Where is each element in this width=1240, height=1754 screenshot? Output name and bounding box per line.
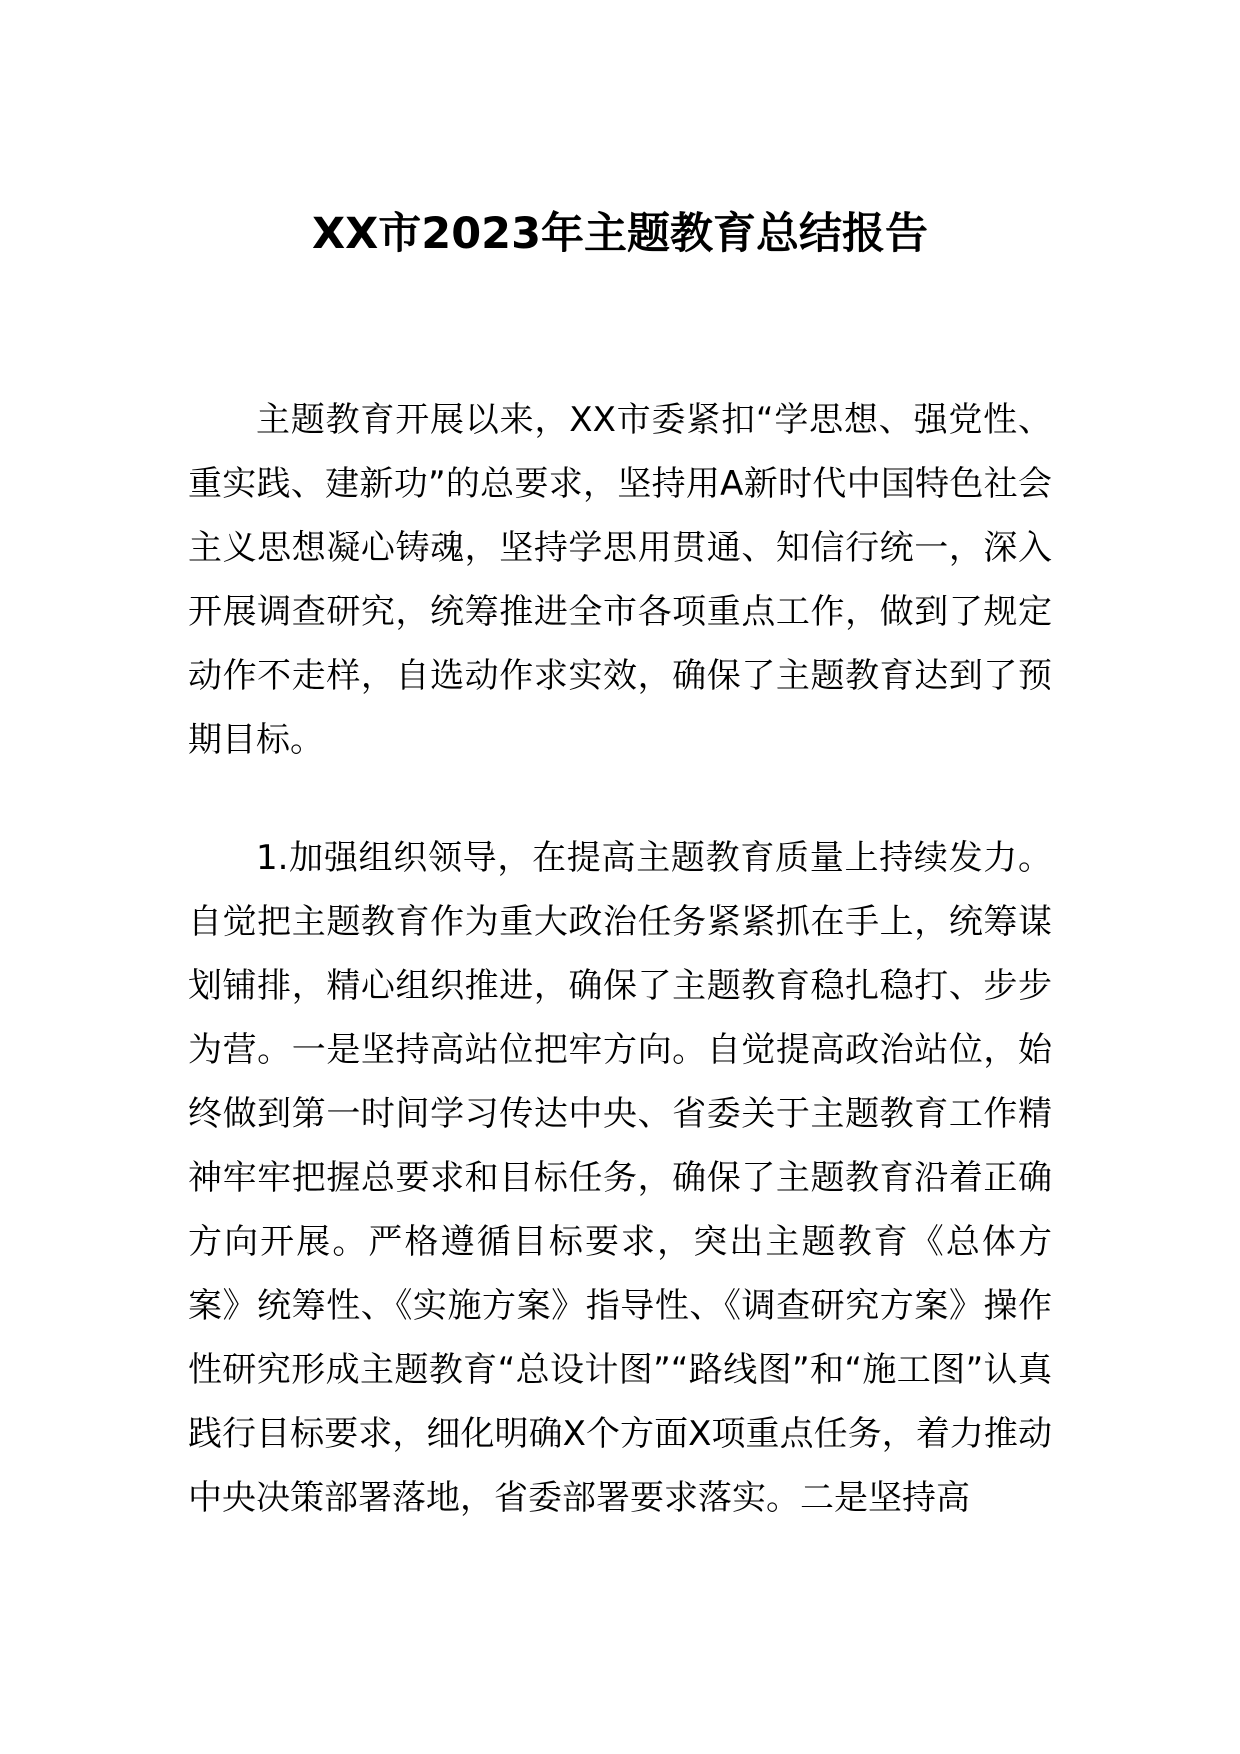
document-title: XX市2023年主题教育总结报告 [312, 209, 928, 259]
section-1-paragraph: 1.加强组织领导，在提高主题教育质量上持续发力。自觉把主题教育作为重大政治任务紧紧抓在手上，统筹谋划铺排，精心组织推进，确保了主题教育稳扎稳打、步步为营。一是坚持高站位把牢方向。自觉提高政治站位，始终做到第一时间学习传达中央、省委关于主题教育工作精神牢牢把握总要求和目标任务，确保了主题教育沿着正确方向开展。严格遵循目标要求，突出主题教育《总体方案》统筹性、《实施方案》指导性、《调查研究方案》操作性研究形成主题教育“总设计图”“路线图”和“施工图”认真践行目标要求，细化明确X个方面X项重点任务，着力推动中央决策部署落地，省委部署要求落实。二是坚持高 [188, 838, 1052, 1518]
intro-paragraph: 主题教育开展以来，XX市委紧扣“学思想、强党性、重实践、建新功”的总要求，坚持用A新时代中国特色社会主义思想凝心铸魂，坚持学思用贯通、知信行统一，深入开展调查研究，统筹推进全市各项重点工作，做到了规定动作不走样，自选动作求实效，确保了主题教育达到了预期目标。 [188, 400, 1052, 760]
